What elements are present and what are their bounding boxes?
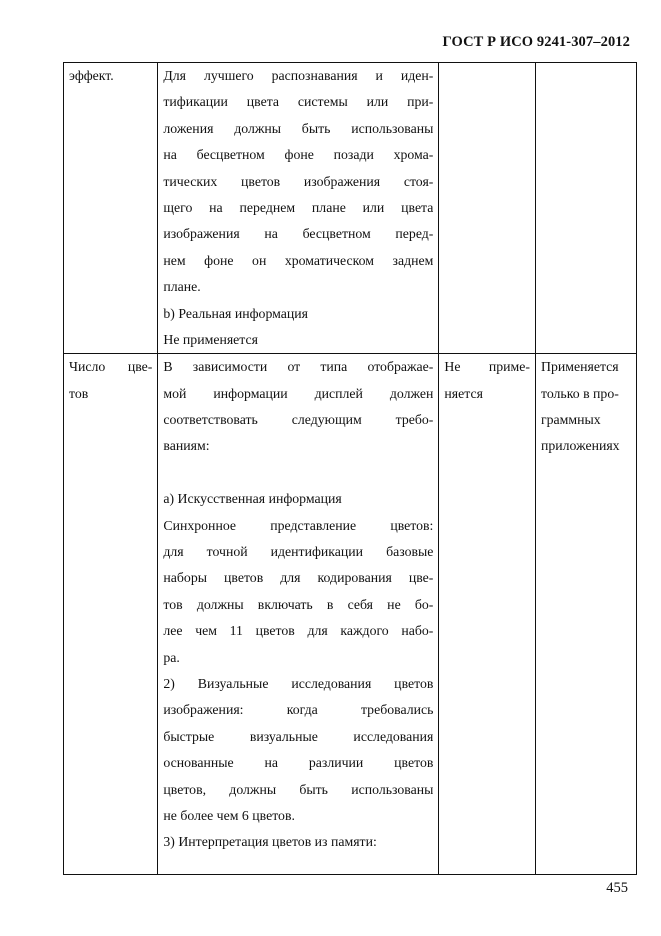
cell-line: изображения на бесцветном перед- bbox=[163, 226, 434, 242]
cell-line: на бесцветном фоне позади хрома- bbox=[163, 147, 434, 163]
cell-line: основанные на различии цветов bbox=[163, 755, 434, 771]
page-number: 455 bbox=[606, 880, 628, 896]
cell-line: Для лучшего распознавания и иден- bbox=[163, 68, 434, 83]
cell-line: для точной идентификации базовые bbox=[163, 544, 434, 560]
cell-line: только в про- bbox=[540, 385, 619, 401]
cell-line: наборы цветов для кодирования цве- bbox=[163, 570, 434, 586]
cell-line: лее чем 11 цветов для каждого набо- bbox=[163, 623, 434, 639]
cell-characteristic bbox=[64, 354, 158, 875]
cell-line: тов должны включать в себя не бо- bbox=[163, 596, 434, 612]
cell-requirement bbox=[158, 63, 439, 354]
table-row bbox=[64, 63, 637, 354]
cell-requirement bbox=[158, 354, 439, 875]
cell-line: мой информации дисплей должен bbox=[163, 385, 434, 401]
cell-line: b) Реальная информация bbox=[163, 305, 309, 321]
blank-line bbox=[163, 460, 433, 486]
cell-line: тических цветов изображения стоя- bbox=[163, 173, 434, 189]
cell-line bbox=[444, 63, 530, 89]
cell-line: тов bbox=[69, 385, 89, 401]
cell-empty bbox=[535, 63, 636, 354]
requirements-table bbox=[63, 62, 637, 875]
cell-line: В зависимости от типа отображае- bbox=[163, 359, 434, 375]
cell-line: Не применяется bbox=[163, 331, 258, 347]
cell-line: изображения: когда требовались bbox=[163, 702, 434, 718]
cell-line: приложениях bbox=[540, 438, 620, 454]
cell-line: Не приме- bbox=[444, 359, 530, 375]
cell-line: 2) Визуальные исследования цветов bbox=[163, 675, 434, 691]
cell-line: нем фоне он хроматическом заднем bbox=[163, 252, 434, 268]
cell-line: не более чем 6 цветов. bbox=[163, 807, 295, 823]
cell-line: цветов, должны быть использованы bbox=[163, 781, 434, 797]
cell-line: плане. bbox=[163, 279, 201, 295]
cell-line: тификации цвета системы или при- bbox=[163, 94, 434, 110]
cell-line: Синхронное представление цветов: bbox=[163, 517, 434, 533]
cell-line: быстрые визуальные исследования bbox=[163, 728, 434, 744]
cell-line: ра. bbox=[163, 649, 180, 665]
table-row bbox=[64, 354, 637, 875]
cell-line: Число цве- bbox=[69, 359, 153, 375]
cell-applicability bbox=[535, 354, 636, 875]
cell-line: а) Искусственная информация bbox=[163, 491, 342, 507]
cell-line: ваниям: bbox=[163, 438, 210, 454]
cell-empty bbox=[439, 63, 536, 354]
cell-line: эффект. bbox=[69, 68, 114, 83]
cell-line: Применяется bbox=[540, 359, 619, 375]
cell-line: щего на переднем плане или цвета bbox=[163, 199, 434, 215]
cell-line bbox=[541, 63, 631, 89]
cell-line: граммных bbox=[540, 412, 601, 428]
cell-line: няется bbox=[444, 385, 483, 401]
document-header: ГОСТ Р ИСО 9241-307–2012 bbox=[442, 34, 630, 50]
cell-line: соответствовать следующим требо- bbox=[163, 412, 434, 428]
cell-line: ложения должны быть использованы bbox=[163, 120, 434, 136]
cell-line: 3) Интерпретация цветов из памяти: bbox=[163, 834, 377, 850]
cell-characteristic bbox=[64, 63, 158, 354]
cell-applicability bbox=[439, 354, 536, 875]
